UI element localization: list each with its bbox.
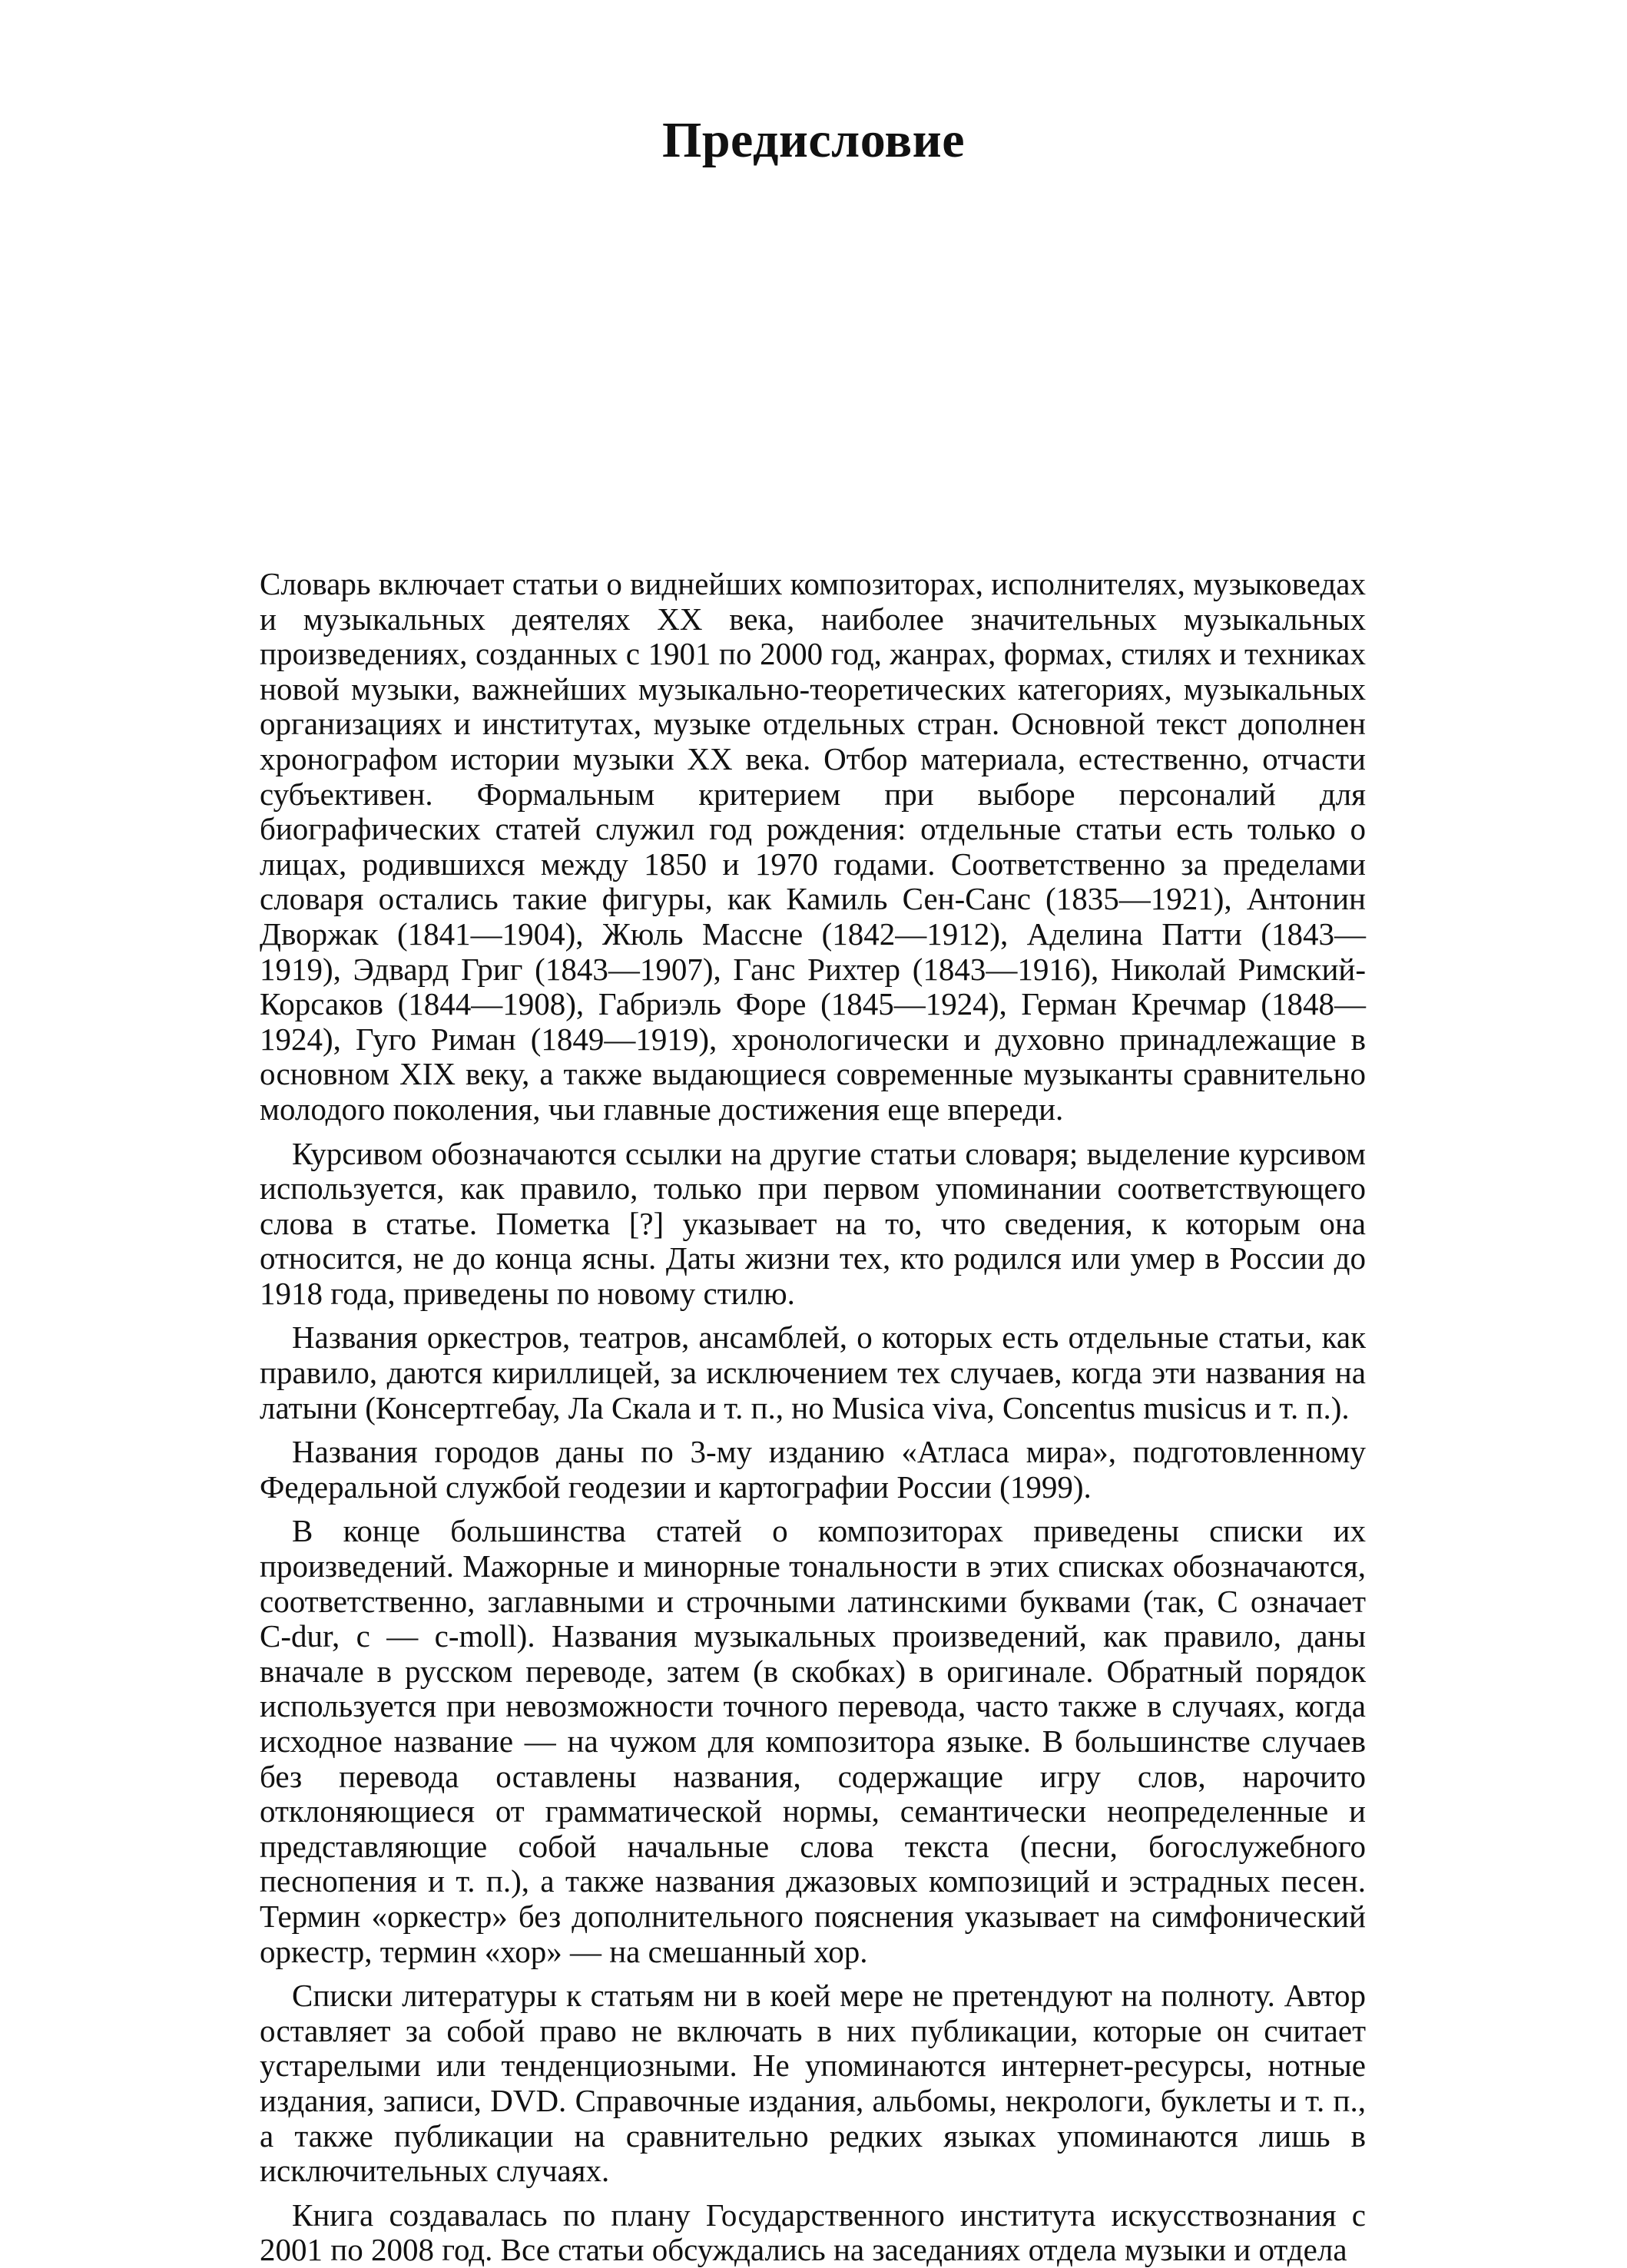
paragraph-book-history: Книга создавалась по плану Государственного института искусствознания с 2001 по 2008 год. Все статьи обсуждались на заседаниях отдела музыки и отдела [260, 2197, 1366, 2268]
paragraph-works-lists: В конце большинства статей о композиторах приведены списки их произведений. Мажорные и минорные тональности в этих списках обозначаются, соответственно, заглавными и строчными латинскими буквами (так, C означает C-dur, c — c-moll). Названия музыкальных произведений, как правило, даны вначале в русском переводе, затем (в скобках) в оригинале. Обратный порядок используется при невозможности точного перевода, часто также в случаях, когда исходное название — на чужом для композитора языке. В большинстве случаев без перевода оставлены названия, содержащие игру слов, нарочито отклоняющиеся от грамматической нормы, семантически неопределенные и представляющие собой начальные слова текста (песни, богослужебного песнопения и т. п.), а также названия джазовых композиций и эстрадных песен. Термин «оркестр» без дополнительного пояснения указывает на симфонический оркестр, термин «хор» — на смешанный хор. [260, 1513, 1366, 1969]
page-title: Предисловие [661, 112, 966, 168]
paragraph-ensemble-names: Названия оркестров, театров, ансамблей, о которых есть отдельные статьи, как правило, даются кириллицей, за исключением тех случаев, когда эти названия на латыни (Консертгебау, Ла Скала и т. п., но Musica viva, Concentus musicus и т. п.). [260, 1319, 1366, 1425]
paragraph-city-names: Названия городов даны по 3-му изданию «Атласа мира», подготовленному Федеральной службой геодезии и картографии России (1999). [260, 1434, 1366, 1505]
paragraph-literature-lists: Списки литературы к статьям ни в коей мере не претендуют на полноту. Автор оставляет за собой право не включать в них публикации, которые он считает устарелыми или тенденциозными. Не упоминаются интернет-ресурсы, нотные издания, записи, DVD. Справочные издания, альбомы, некрологи, буклеты и т. п., а также публикации на сравнительно редких языках упоминаются лишь в исключительных случаях. [260, 1978, 1366, 2189]
body-text [260, 567, 1366, 2268]
paragraph-scope: Словарь включает статьи о виднейших композиторах, исполнителях, музыковедах и музыкальных деятелях XX века, наиболее значительных музыкальных произведениях, созданных с 1901 по 2000 год, жанрах, формах, стилях и техниках новой музыки, важнейших музыкально-теоретических категориях, музыкальных организациях и институтах, музыке отдельных стран. Основной текст дополнен хронографом истории музыки XX века. Отбор материала, естественно, отчасти субъективен. Формальным критерием при выборе персоналий для биографических статей служил год рождения: отдельные статьи есть только о лицах, родившихся между 1850 и 1970 годами. Соответственно за пределами словаря остались такие фигуры, как Камиль Сен-Санс (1835—1921), Антонин Дворжак (1841—1904), Жюль Массне (1842—1912), Аделина Патти (1843—1919), Эдвард Григ (1843—1907), Ганс Рихтер (1843—1916), Николай Римский-Корсаков (1844—1908), Габриэль Форе (1845—1924), Герман Кречмар (1848—1924), Гуго Риман (1849—1919), хронологически и духовно принадлежащие в основном XIX веку, а также выдающиеся современные музыканты сравнительно молодого поколения, чьи главные достижения еще впереди. [260, 566, 1366, 1127]
paragraph-italics-convention: Курсивом обозначаются ссылки на другие статьи словаря; выделение курсивом используется, как правило, только при первом упоминании соответствующего слова в статье. Пометка [?] указывает на то, что сведения, к которым она относится, не до конца ясны. Даты жизни тех, кто родился или умер в России до 1918 года, приведены по новому стилю. [260, 1135, 1366, 1311]
